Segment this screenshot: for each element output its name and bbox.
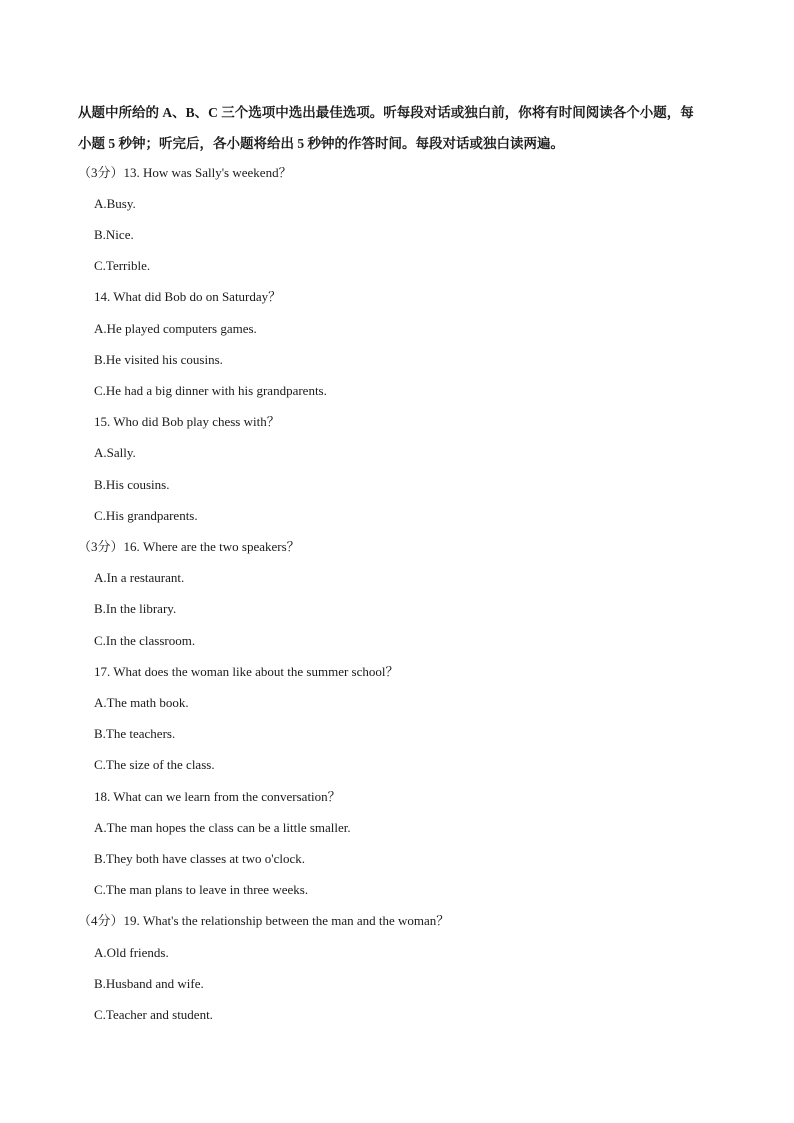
question-19-option-c: C.Teacher and student. [94,1007,213,1022]
question-15-option-c: C.His grandparents. [94,508,198,523]
question-15: 15. Who did Bob play chess with？ [94,414,280,429]
question-15-option-b: B.His cousins. [94,477,170,492]
instructions [78,97,723,159]
question-18: 18. What can we learn from the conversation？ [94,789,341,804]
question-17-option-c: C.The size of the class. [94,757,215,772]
question-14-option-a: A.He played computers games. [94,321,257,336]
question-17: 17. What does the woman like about the summer school？ [94,664,399,679]
question-14: 14. What did Bob do on Saturday？ [94,289,282,304]
question-16-option-c: C.In the classroom. [94,633,196,648]
question-19-option-a: A.Old friends. [94,945,169,960]
question-18-option-b: B.They both have classes at two o'clock. [94,851,306,866]
question-13-option-a: A.Busy. [94,196,136,211]
question-13: （3分）13. How was Sally's weekend？ [78,165,292,180]
question-13-option-c: C.Terrible. [94,258,151,273]
question-18-option-a: A.The man hopes the class can be a little smaller. [94,820,351,835]
question-14-option-c: C.He had a big dinner with his grandparents. [94,383,327,398]
question-17-option-b: B.The teachers. [94,726,176,741]
question-16-option-a: A.In a restaurant. [94,570,185,585]
question-13-option-b: B.Nice. [94,227,134,242]
question-19: （4分）19. What's the relationship between the man and the woman？ [78,913,450,928]
question-16: （3分）16. Where are the two speakers？ [78,539,300,554]
instructions-line-2: 小题 5 秒钟；听完后，各小题将给出 5 秒钟的作答时间。每段对话或独白读两遍。 [78,136,564,151]
question-14-option-b: B.He visited his cousins. [94,352,223,367]
instructions-line-1: 从题中所给的 A、B、C 三个选项中选出最佳选项。听每段对话或独白前，你将有时间阅读各个小题，每 [78,105,694,120]
question-17-option-a: A.The math book. [94,695,189,710]
question-16-option-b: B.In the library. [94,601,177,616]
question-19-option-b: B.Husband and wife. [94,976,204,991]
question-18-option-c: C.The man plans to leave in three weeks. [94,882,309,897]
question-15-option-a: A.Sally. [94,445,136,460]
